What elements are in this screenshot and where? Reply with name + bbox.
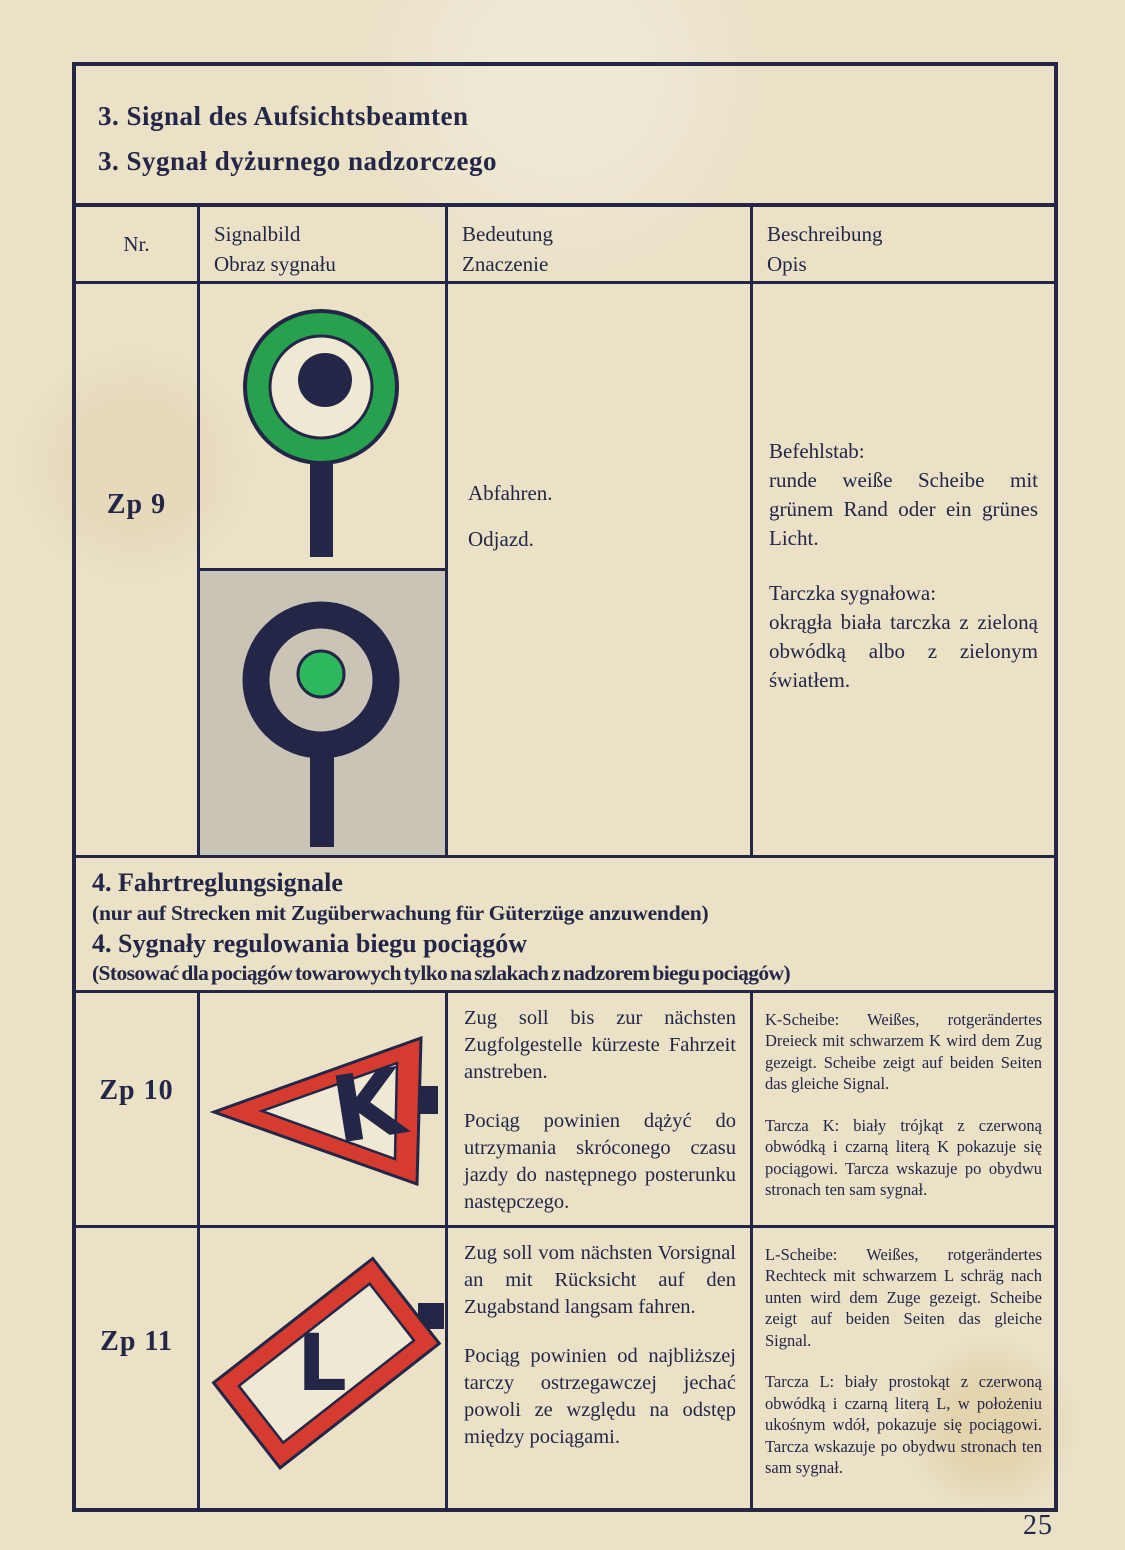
zp10-signal-icon (197, 993, 445, 1238)
zp11-number: Zp 11 (100, 1326, 173, 1357)
page-frame (72, 62, 1058, 1512)
zp11-meaning-cell (445, 1228, 750, 1508)
section3-title-german: 3. Signal des Aufsichtsbeamten (98, 101, 469, 131)
section4-note-german: (nur auf Strecken mit Zugüberwachung für Güterzüge anzuwenden) (92, 900, 709, 925)
header-beschreibung (750, 207, 1054, 281)
zp9-night-signal-icon (200, 568, 445, 855)
header-signalbild (197, 207, 445, 281)
zp10-k-disc-svg (200, 1001, 445, 1230)
table-header-row (76, 203, 1054, 281)
zp10-meaning-german: Zug soll bis zur nächsten Zugfolgestelle kürzeste Fahrzeit anstreben. (464, 1007, 736, 1084)
zp9-day-signal-svg (200, 287, 445, 566)
section4-title-german: 4. Fahrtreglungsignale (92, 868, 343, 897)
table-row-zp11 (76, 1225, 1054, 1508)
header-nr: Nr. (123, 231, 150, 256)
zp11-meaning-german: Zug soll vom nächsten Vorsignal an mit Rücksicht auf den Zugabstand langsam fahren. (464, 1242, 736, 1319)
zp9-night-signal-svg (200, 572, 445, 855)
section4-title-polish: 4. Sygnały regulowania biegu pociągów (92, 928, 528, 958)
section3-title-polish: 3. Sygnał dyżurnego nadzorczego (98, 145, 497, 176)
header-bedeutung (445, 207, 750, 281)
section4-titles (76, 855, 1054, 990)
zp9-desc-german-label: Befehlstab: (769, 439, 865, 463)
zp9-desc-polish-label: Tarczka sygnałowa: (769, 580, 937, 605)
table-row-zp10 (76, 990, 1054, 1225)
header-bedeutung-de: Bedeutung (462, 222, 553, 246)
section4-note-polish: (Stosować dla pociągów towarowych tylko na szlakach z nadzorem biegu pociągów) (92, 961, 791, 986)
zp9-meaning-german: Abfahren. (468, 481, 553, 505)
zp11-meaning-polish: Pociąg powinien od najbliższej tarczy ostrzegawczej jechać powoli ze względu na odstęp między pociągami. (464, 1345, 736, 1449)
header-beschreibung-de: Beschreibung (767, 222, 883, 246)
zp10-meaning-cell (445, 993, 750, 1238)
header-signalbild-pl: Obraz sygnału (214, 252, 336, 277)
zp9-number: Zp 9 (106, 489, 167, 520)
header-beschreibung-pl: Opis (767, 252, 807, 277)
zp9-day-signal-icon (200, 284, 445, 568)
header-signalbild-de: Signalbild (214, 222, 301, 246)
zp9-description-cell (750, 284, 1054, 855)
zp10-description-cell (750, 993, 1054, 1238)
zp11-desc-polish: Tarcza L: biały prostokąt z czerwoną obwódką i czarną literą L, w położeniu ukośnym wdół, pokazuje się pociągowi. Tarcza wskazuje po obydwu stronach ten sam sygnał. (765, 1372, 1042, 1477)
zp10-desc-german: K-Scheibe: Weißes, rotgerändertes Dreieck mit schwarzem K wird dem Zug gezeigt. Scheibe zeigt auf beiden Seiten das gleiche Signal. (765, 1010, 1042, 1094)
zp11-description-cell (750, 1228, 1054, 1508)
header-bedeutung-pl: Znaczenie (462, 252, 549, 277)
zp9-signal-column (197, 284, 445, 855)
page-number: 25 (1023, 1510, 1053, 1541)
zp9-meaning-cell (445, 284, 750, 855)
section3-titles (76, 66, 1054, 203)
zp10-letter: K (324, 1048, 412, 1166)
zp11-letter: L (297, 1319, 347, 1409)
table-row-zp9 (76, 281, 1054, 855)
zp10-number: Zp 10 (99, 1075, 174, 1106)
zp11-l-disc-svg (200, 1243, 445, 1493)
zp9-desc-german-text: runde weiße Scheibe mit grünem Rand oder ein grünes Licht. (769, 467, 1038, 550)
zp11-desc-german: L-Scheibe: Weißes, rotgerändertes Rechteck mit schwarzem L schräg nach unten wird dem Zuge gezeigt. Scheibe zeigt auf beiden Seiten das gleiche Signal. (765, 1245, 1042, 1350)
zp11-signal-icon (197, 1228, 445, 1508)
zp10-desc-polish: Tarcza K: biały trójkąt z czerwoną obwódką i czarną literą K pokazuje się pociągowi. Tarcza wskazuje po obydwu stronach ten sam sygnał. (765, 1115, 1042, 1200)
zp10-meaning-polish: Pociąg powinien dążyć do utrzymania skróconego czasu jazdy do następnego posterunku następczego. (464, 1110, 736, 1214)
zp9-meaning-polish: Odjazd. (468, 527, 534, 552)
zp9-desc-polish-text: okrągła biała tarczka z zieloną obwódką albo z zielonym światłem. (769, 609, 1038, 692)
